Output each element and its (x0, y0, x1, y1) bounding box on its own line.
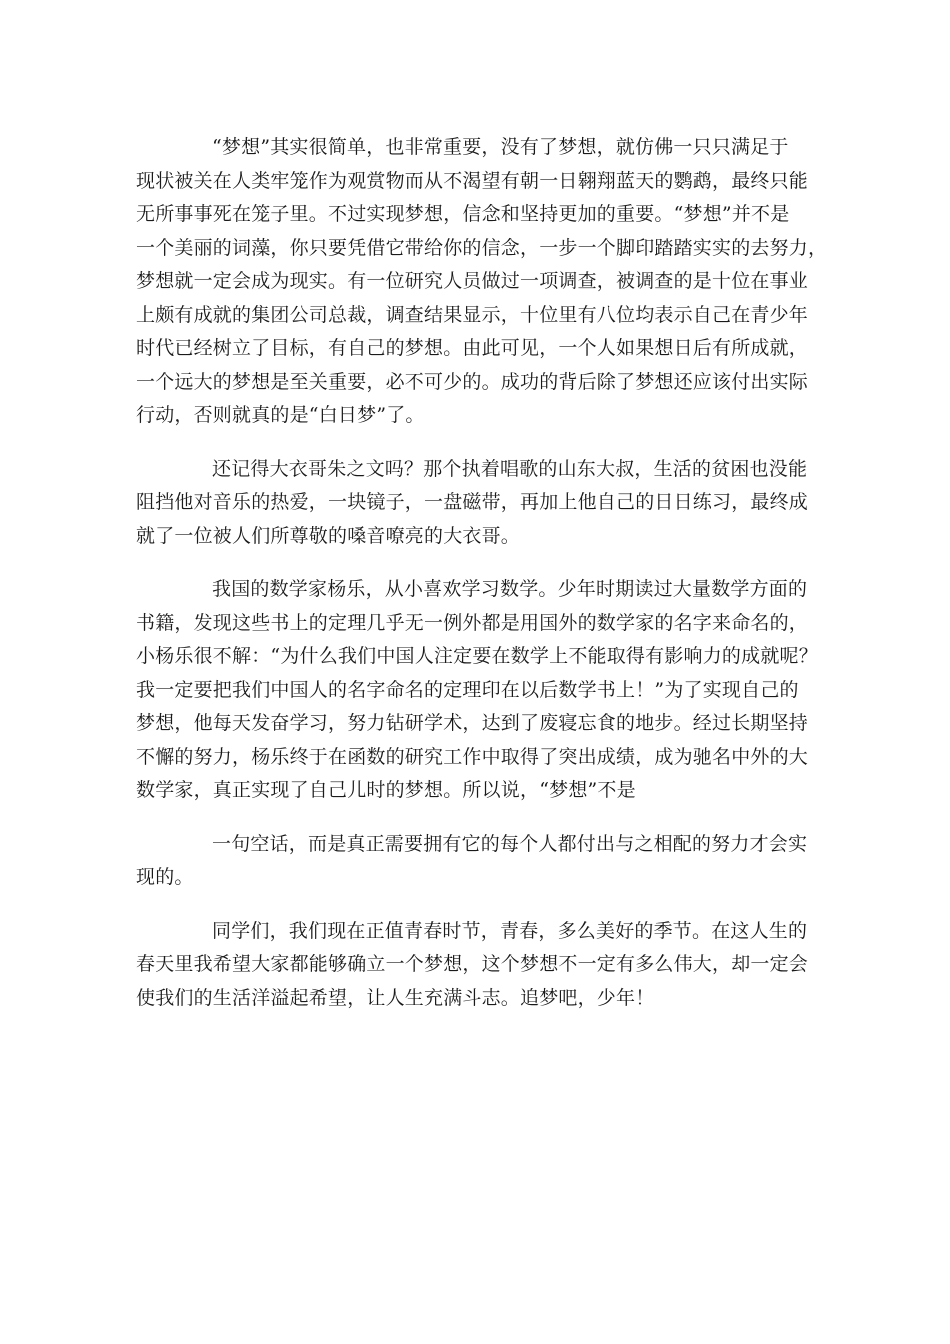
paragraph-yang-le (136, 573, 816, 808)
text-line: 我一定要把我们中国人的名字命名的定理印在以后数学书上！”为了实现自己的 (136, 678, 799, 701)
essay-body (136, 131, 828, 1035)
text-line: “梦想”其实很简单，也非常重要，没有了梦想，就仿佛一只只满足于 (212, 136, 789, 158)
text-line: 时代已经树立了目标，有自己的梦想。由此可见，一个人如果想日后有所成就， (136, 337, 809, 359)
paragraph-not-empty-words (136, 828, 816, 895)
text-line: 现的。 (136, 866, 194, 888)
text-line: 就了一位被人们所尊敬的嗓音嘹亮的大衣哥。 (136, 524, 521, 547)
text-line: 使我们的生活洋溢起希望，让人生充满斗志。追梦吧，少年！ (136, 986, 655, 1009)
paragraph-conclusion (136, 915, 816, 1016)
text-line: 一个美丽的词藻，你只要凭借它带给你的信念，一步一个脚印踏踏实实的去努力， (136, 236, 828, 259)
text-line: 一句空话，而是真正需要拥有它的每个人都付出与之相配的努力才会实 (212, 832, 808, 855)
text-line: 书籍，发现这些书上的定理几乎无一例外都是用国外的数学家的名字来命名的， (136, 611, 809, 634)
text-line: 同学们，我们现在正值青春时节，青春，多么美好的季节。在这人生的 (212, 919, 808, 942)
text-line: 梦想，他每天发奋学习，努力钻研学术，达到了废寝忘食的地步。经过长期坚持 (136, 712, 809, 734)
paragraph-big-coat-brother (136, 453, 816, 554)
paragraph-dream-importance (136, 131, 828, 433)
text-line: 还记得大衣哥朱之文吗？那个执着唱歌的山东大叔，生活的贫困也没能 (212, 457, 808, 480)
text-line: 无所事事死在笼子里。不过实现梦想，信念和坚持更加的重要。“梦想”并不是 (136, 203, 790, 225)
text-line: 小杨乐很不解：“为什么我们中国人注定要在数学上不能取得有影响力的成就呢？ (136, 645, 818, 667)
text-line: 行动，否则就真的是“白日梦”了。 (136, 404, 425, 426)
text-line: 阻挡他对音乐的热爱，一块镜子，一盘磁带，再加上他自己的日日练习，最终成 (136, 491, 809, 513)
text-line: 数学家，真正实现了自己儿时的梦想。所以说，“梦想”不是 (136, 779, 636, 801)
text-line: 一个远大的梦想是至关重要，必不可少的。成功的背后除了梦想还应该付出实际 (136, 370, 809, 393)
text-line: 现状被关在人类牢笼作为观赏物而从不渴望有朝一日翱翔蓝天的鹦鹉，最终只能 (136, 169, 809, 192)
text-line: 梦想就一定会成为现实。有一位研究人员做过一项调查，被调查的是十位在事业 (136, 270, 809, 292)
text-line: 春天里我希望大家都能够确立一个梦想，这个梦想不一定有多么伟大，却一定会 (136, 953, 809, 975)
text-line: 我国的数学家杨乐，从小喜欢学习数学。少年时期读过大量数学方面的 (212, 578, 808, 600)
text-line: 上颇有成就的集团公司总裁，调查结果显示，十位里有八位均表示自己在青少年 (136, 303, 809, 326)
text-line: 不懈的努力，杨乐终于在函数的研究工作中取得了突出成绩，成为驰名中外的大 (136, 745, 809, 768)
